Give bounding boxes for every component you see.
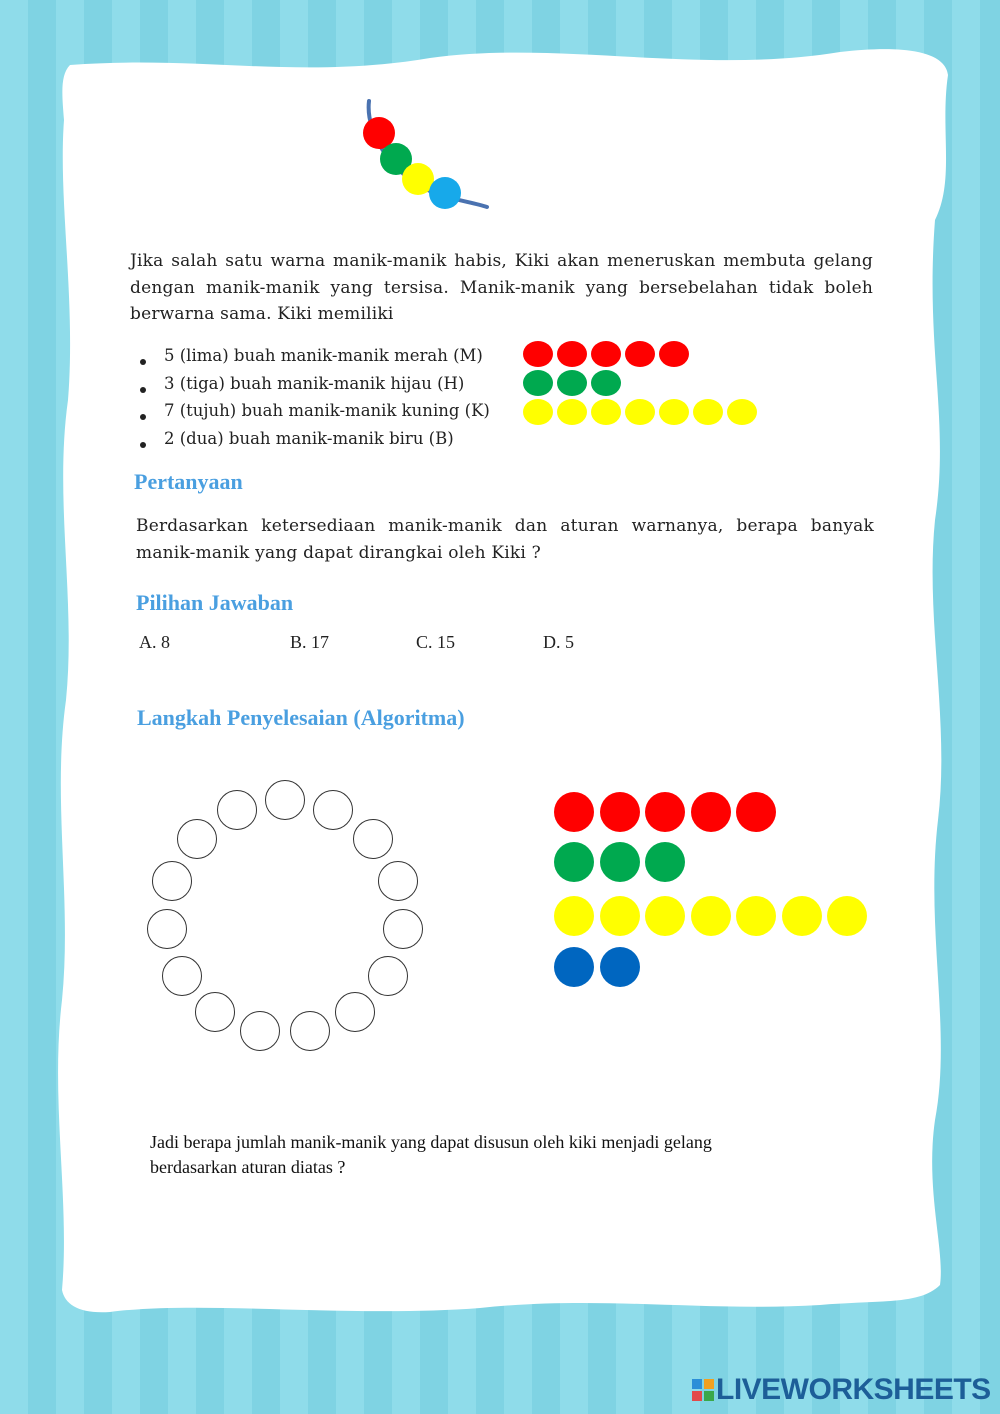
draggable-bead[interactable] [554, 792, 594, 832]
bracelet-slot[interactable] [152, 861, 192, 901]
inventory-bead [523, 399, 553, 425]
bullet-dot [140, 359, 146, 365]
liveworksheets-logo [692, 1375, 991, 1405]
inventory-bead [523, 341, 553, 367]
inventory-bead [727, 399, 757, 425]
draggable-bead[interactable] [600, 842, 640, 882]
draggable-bead[interactable] [600, 792, 640, 832]
draggable-bead[interactable] [827, 896, 867, 936]
inventory-label: 7 (tujuh) buah manik-manik kuning (K) [164, 401, 490, 420]
intro-paragraph: Jika salah satu warna manik-manik habis, Kiki akan meneruskan membuta gelang dengan manik-manik yang tersisa. Manik-manik yang bersebelahan tidak boleh berwarna sama. Kiki memiliki [130, 251, 873, 324]
bracelet-slot[interactable] [195, 992, 235, 1032]
inventory-item-blue [164, 429, 454, 448]
inventory-bead [557, 399, 587, 425]
draggable-bead[interactable] [554, 947, 594, 987]
inventory-list [164, 344, 514, 454]
bullet-dot [140, 387, 146, 393]
inventory-bead [591, 399, 621, 425]
bracelet-slot[interactable] [217, 790, 257, 830]
inventory-bead [557, 370, 587, 396]
inventory-bead [625, 399, 655, 425]
bracelet-slot[interactable] [147, 909, 187, 949]
inventory-bead [557, 341, 587, 367]
inventory-bead [693, 399, 723, 425]
draggable-bead[interactable] [645, 896, 685, 936]
closing-question: Jadi berapa jumlah manik-manik yang dapat disusun oleh kiki menjadi gelang berdasarkan aturan diatas ? [150, 1132, 712, 1177]
bullet-dot [140, 414, 146, 420]
bracelet-slot[interactable] [162, 956, 202, 996]
inventory-bead [659, 341, 689, 367]
inventory-bead [625, 341, 655, 367]
bracelet-slot[interactable] [353, 819, 393, 859]
inventory-bead [591, 370, 621, 396]
choice-d[interactable]: D. 5 [543, 632, 574, 652]
inventory-bead [659, 399, 689, 425]
draggable-bead[interactable] [691, 896, 731, 936]
inventory-bead [591, 341, 621, 367]
bracelet-slot[interactable] [378, 861, 418, 901]
bracelet-slot[interactable] [335, 992, 375, 1032]
choice-c[interactable]: C. 15 [416, 632, 456, 652]
draggable-bead[interactable] [691, 792, 731, 832]
inventory-label: 2 (dua) buah manik-manik biru (B) [164, 429, 454, 448]
liveworksheets-wordmark: LIVEWORKSHEETS [716, 1373, 991, 1406]
inventory-item-yellow [164, 401, 490, 420]
question-text: Berdasarkan ketersediaan manik-manik dan aturan warnanya, berapa banyak manik-manik yang dapat dirangkai oleh Kiki ? [136, 516, 874, 563]
bullet-dot [140, 442, 146, 448]
inventory-label: 5 (lima) buah manik-manik merah (M) [164, 346, 483, 365]
bracelet-bead-yellow [402, 163, 434, 195]
draggable-bead[interactable] [554, 842, 594, 882]
bracelet-slot[interactable] [368, 956, 408, 996]
choice-a[interactable]: A. 8 [139, 632, 170, 652]
draggable-bead[interactable] [736, 792, 776, 832]
draggable-bead[interactable] [600, 896, 640, 936]
choices-heading: Pilihan Jawaban [136, 590, 294, 615]
inventory-label: 3 (tiga) buah manik-manik hijau (H) [164, 374, 465, 393]
draggable-bead[interactable] [554, 896, 594, 936]
bracelet-slot[interactable] [290, 1011, 330, 1051]
liveworksheets-icon [692, 1379, 714, 1401]
inventory-item-red [164, 346, 483, 365]
choice-b[interactable]: B. 17 [290, 632, 330, 652]
question-heading: Pertanyaan [134, 469, 243, 494]
draggable-bead[interactable] [736, 896, 776, 936]
inventory-item-green [164, 374, 464, 393]
draggable-bead[interactable] [600, 947, 640, 987]
bracelet-bead-blue [429, 177, 461, 209]
bracelet-illustration [355, 95, 500, 215]
bracelet-slot[interactable] [177, 819, 217, 859]
inventory-bead [523, 370, 553, 396]
bracelet-slot[interactable] [265, 780, 305, 820]
steps-heading: Langkah Penyelesaian (Algoritma) [137, 705, 465, 730]
draggable-bead[interactable] [782, 896, 822, 936]
draggable-bead[interactable] [645, 792, 685, 832]
draggable-bead[interactable] [645, 842, 685, 882]
